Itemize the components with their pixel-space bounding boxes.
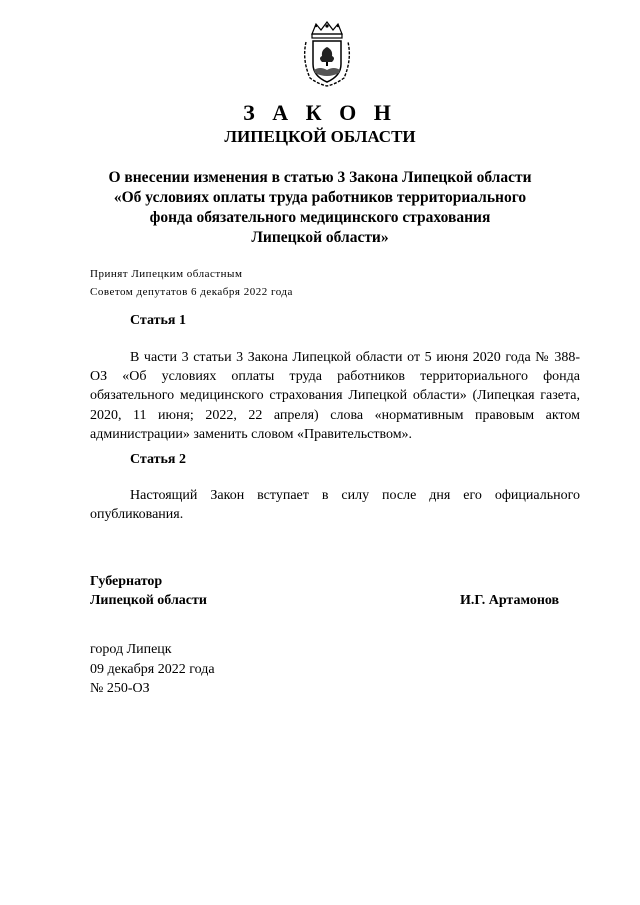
subject-line: О внесении изменения в статью 3 Закона Липецкой области xyxy=(108,169,532,186)
subject-line: «Об условиях оплаты труда работников территориального xyxy=(113,189,527,206)
position-line: Липецкой области xyxy=(90,593,207,608)
coat-of-arms-icon xyxy=(302,20,352,88)
adoption-line: Принят Липецким областным xyxy=(90,268,243,280)
region-title: ЛИПЕЦКОЙ ОБЛАСТИ xyxy=(224,127,416,146)
subject-line: Липецкой области» xyxy=(251,229,389,246)
article-1-heading: Статья 1 xyxy=(130,313,186,328)
position-line: Губернатор xyxy=(90,574,163,589)
article-2-heading: Статья 2 xyxy=(130,452,186,467)
law-subject xyxy=(60,168,580,248)
subject-line: фонда обязательного медицинского страхования xyxy=(149,209,491,226)
adoption-line: Советом депутатов 6 декабря 2022 года xyxy=(90,286,293,298)
document-title: З А К О Н xyxy=(243,100,397,125)
governor-name: И.Г. Артамонов xyxy=(460,593,560,608)
governor-position xyxy=(90,572,207,610)
article-2-text: Настоящий Закон вступает в силу после дня его официального опубликования. xyxy=(90,488,580,523)
adoption-note xyxy=(90,265,293,301)
article-1-text: В части 3 статьи 3 Закона Липецкой области от 5 июня 2020 года № 388-ОЗ «Об условиях оплаты труда работников территориального фонда обязательного медицинского страхования Липецкой области» (Липецкая газета, 2020, 11 июня; 2022, 22 апреля) слова «нормативным правовым актом администрации» заменить словом «Правительством». xyxy=(90,350,580,442)
document-footer xyxy=(90,640,215,699)
footer-city: город Липецк xyxy=(90,642,172,657)
footer-number: № 250-ОЗ xyxy=(90,681,150,696)
footer-date: 09 декабря 2022 года xyxy=(90,661,215,677)
